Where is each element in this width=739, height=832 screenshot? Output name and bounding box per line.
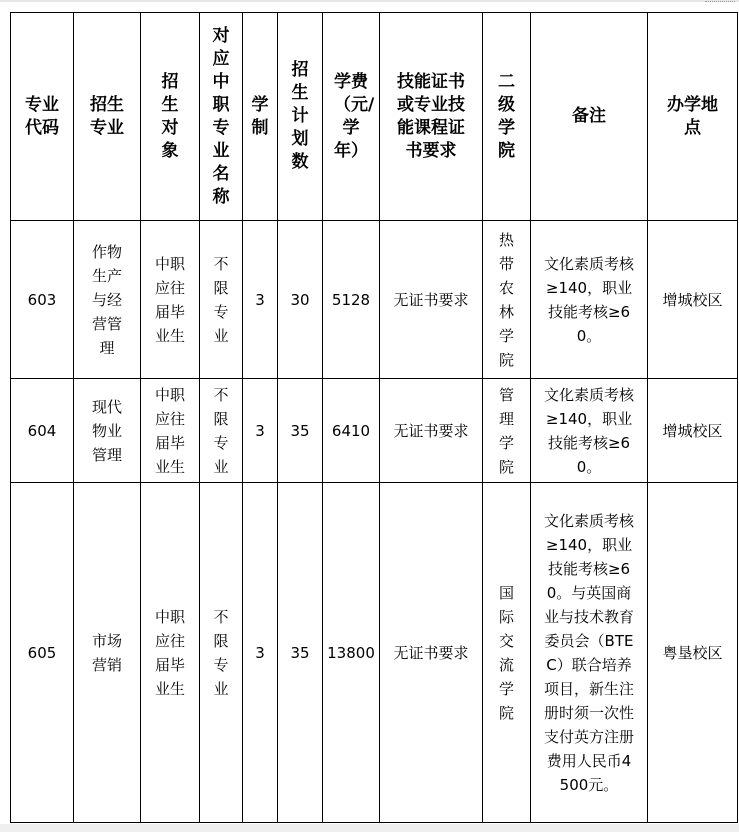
cell-certificate: 无证书要求 [380, 483, 483, 823]
cell-target: 中职应往届毕业生 [141, 483, 200, 823]
cell-code: 603 [11, 221, 74, 379]
cell-major: 现代物业管理 [74, 379, 141, 483]
cell-school: 国际交流学院 [483, 483, 531, 823]
header-major: 招生专业 [74, 13, 141, 221]
cell-campus: 粤垦校区 [648, 483, 738, 823]
cell-vocational-major: 不限专业 [200, 221, 243, 379]
cell-plan: 35 [278, 483, 323, 823]
header-remarks: 备注 [531, 13, 648, 221]
cell-duration: 3 [243, 221, 278, 379]
header-code: 专业代码 [11, 13, 74, 221]
cell-major: 市场营销 [74, 483, 141, 823]
table-row [11, 221, 738, 379]
cell-certificate: 无证书要求 [380, 221, 483, 379]
cell-duration: 3 [243, 483, 278, 823]
cell-tuition: 6410 [323, 379, 380, 483]
cell-major: 作物生产与经营管理 [74, 221, 141, 379]
header-tuition: 学费（元/学年） [323, 13, 380, 221]
cell-tuition: 13800 [323, 483, 380, 823]
cell-campus: 增城校区 [648, 221, 738, 379]
header-campus: 办学地点 [648, 13, 738, 221]
page-bottom-edge [0, 824, 739, 832]
cell-code: 605 [11, 483, 74, 823]
enrollment-table [10, 12, 738, 823]
cell-target: 中职应往届毕业生 [141, 221, 200, 379]
cell-duration: 3 [243, 379, 278, 483]
cell-campus: 增城校区 [648, 379, 738, 483]
cell-code: 604 [11, 379, 74, 483]
cell-plan: 30 [278, 221, 323, 379]
table-row [11, 379, 738, 483]
cell-remarks: 文化素质考核≥140，职业技能考核≥60。 [531, 379, 648, 483]
table-row [11, 483, 738, 823]
header-certificate: 技能证书或专业技能课程证书要求 [380, 13, 483, 221]
header-target: 招生对象 [141, 13, 200, 221]
header-school: 二级学院 [483, 13, 531, 221]
page-top-edge [0, 0, 739, 2]
cell-vocational-major: 不限专业 [200, 379, 243, 483]
cell-remarks: 文化素质考核≥140，职业技能考核≥60。 [531, 221, 648, 379]
table-header-row [11, 13, 738, 221]
cell-target: 中职应往届毕业生 [141, 379, 200, 483]
page-corner-mark [705, 1, 735, 3]
cell-certificate: 无证书要求 [380, 379, 483, 483]
cell-plan: 35 [278, 379, 323, 483]
cell-school: 热带农林学院 [483, 221, 531, 379]
cell-remarks: 文化素质考核≥140，职业技能考核≥60。与英国商业与技术教育委员会（BTEC）联合培养项目，新生注册时须一次性支付英方注册费用人民币4500元。 [531, 483, 648, 823]
cell-tuition: 5128 [323, 221, 380, 379]
cell-vocational-major: 不限专业 [200, 483, 243, 823]
cell-school: 管理学院 [483, 379, 531, 483]
header-duration: 学制 [243, 13, 278, 221]
header-vocational-major: 对应中职专业名称 [200, 13, 243, 221]
header-plan: 招生计划数 [278, 13, 323, 221]
